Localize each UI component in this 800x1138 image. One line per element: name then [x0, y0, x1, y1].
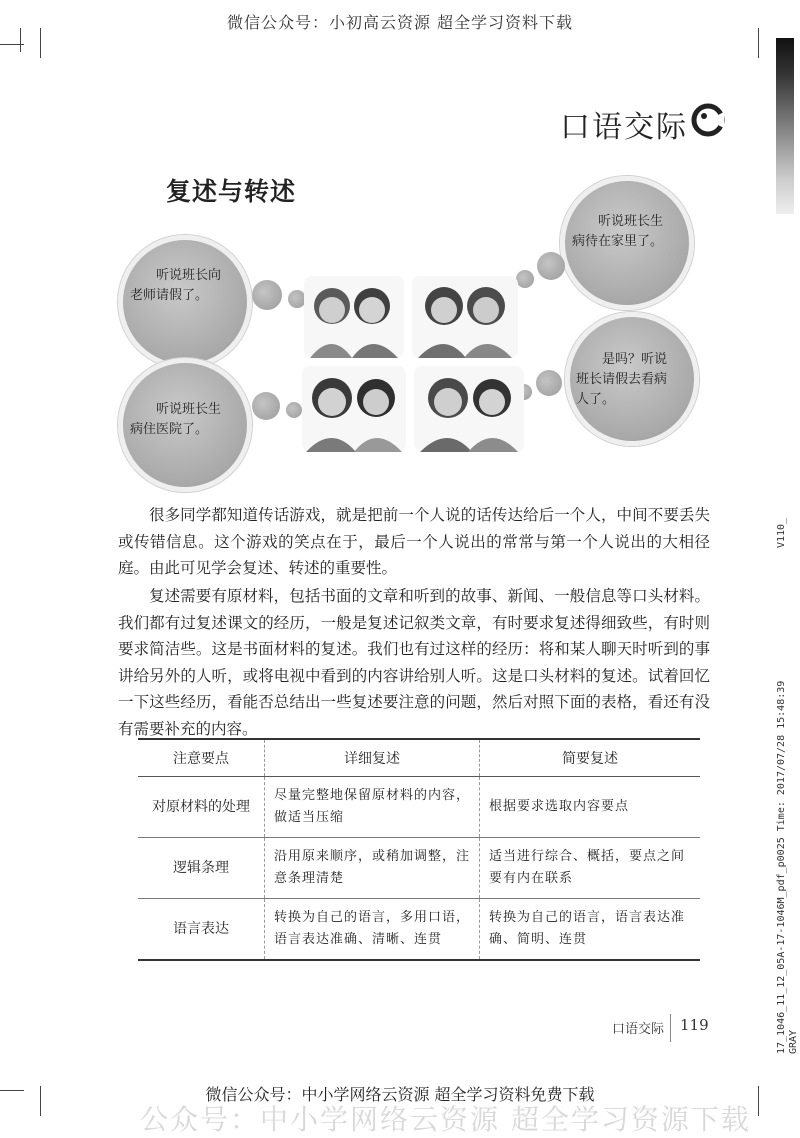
bubble-text: 听说班长生病待在家里了。	[572, 214, 664, 249]
bubble-text: 是吗？听说班长请假去看病人了。	[576, 352, 668, 407]
table-cell: 沿用原来顺序，或稍加调整，注意条理清楚	[265, 838, 480, 899]
crop-mark	[0, 1090, 24, 1091]
table-cell: 根据要求选取内容要点	[480, 777, 701, 838]
side-print-info: 17_1046_11_12_05A-17-1046M_pdf_p0025 Time: 2017/07/28 15:48:39	[776, 680, 787, 1054]
bubble-dot	[252, 280, 282, 310]
header-banner: 微信公众号：小初高云资源 超全学习资料下载	[226, 13, 574, 32]
table-cell: 转换为自己的语言，多用口语，语言表达准确、清晰、连贯	[265, 899, 480, 961]
bubble-dot	[286, 402, 302, 418]
bubble-dot	[536, 370, 562, 396]
watermark: 公众号：中小学网络云资源 超全学习资源下载	[140, 1103, 751, 1136]
footer-divider	[670, 1014, 671, 1042]
side-code: V110_	[776, 517, 787, 548]
crop-mark	[40, 1086, 41, 1116]
page-number: 119	[680, 1016, 709, 1034]
children-whispering-picture	[412, 276, 518, 358]
column-header: 详细复述	[265, 739, 480, 777]
comparison-table	[138, 738, 700, 961]
crop-mark	[20, 28, 21, 52]
column-header: 注意要点	[138, 739, 265, 777]
bubble-text: 听说班长向老师请假了。	[130, 268, 222, 303]
side-gray-label: GRAY	[788, 1029, 799, 1054]
table-cell: 适当进行综合、概括，要点之间要有内在联系	[480, 838, 701, 899]
table-header-row	[138, 739, 700, 777]
bubble-text: 听说班长生病住医院了。	[130, 402, 222, 437]
footer-section-label: 口语交际	[612, 1022, 665, 1037]
crop-mark	[758, 1086, 759, 1116]
table-row	[138, 838, 700, 899]
table-row	[138, 899, 700, 961]
crop-mark	[758, 28, 759, 58]
section-title: 口语交际	[560, 110, 688, 145]
table-cell: 尽量完整地保留原材料的内容，做适当压缩	[265, 777, 480, 838]
footer-banner: 微信公众号：中小学网络云资源 超全学习资料免费下载	[205, 1085, 595, 1104]
bubble-dot	[537, 252, 565, 280]
children-whispering-picture	[304, 276, 404, 358]
crop-mark	[40, 28, 41, 58]
table-cell: 转换为自己的语言，语言表达准确、简明、连贯	[480, 899, 701, 961]
column-header: 简要复述	[480, 739, 701, 777]
bubble-dot	[252, 392, 280, 420]
body-paragraph: 复述需要有原材料，包括书面的文章和听到的故事、新闻、一般信息等口头材料。我们都有过复述课文的经历，一般是复述记叙类文章，有时要求复述得细致些，有时则要求简洁些。这是书面材料的复述。我们也有过这样的经历：将和某人聊天时听到的事讲给另外的人听，或将电视中看到的内容讲给别人听。这是口头材料的复述。试着回忆一下这些经历，看能否总结出一些复述要注意的问题，然后对照下面的表格，看还有没有需要补充的内容。	[118, 587, 710, 738]
children-whispering-picture	[302, 366, 406, 452]
bubble-dot	[516, 270, 534, 288]
page-title: 复述与转述	[166, 177, 297, 206]
color-calibration-bar	[776, 38, 794, 214]
body-paragraph: 很多同学都知道传话游戏，就是把前一个人说的话传达给后一个人，中间不要丢失或传错信息。这个游戏的笑点在于，最后一个人说出的常常与第一个人说出的大相径庭。由此可见学会复述、转述的重要性。	[118, 506, 710, 578]
children-whispering-picture	[414, 366, 524, 452]
table-cell: 语言表达	[138, 899, 265, 961]
table-cell: 对原材料的处理	[138, 777, 265, 838]
table-row	[138, 777, 700, 838]
speech-bubble-icon	[690, 102, 726, 138]
table-cell: 逻辑条理	[138, 838, 265, 899]
